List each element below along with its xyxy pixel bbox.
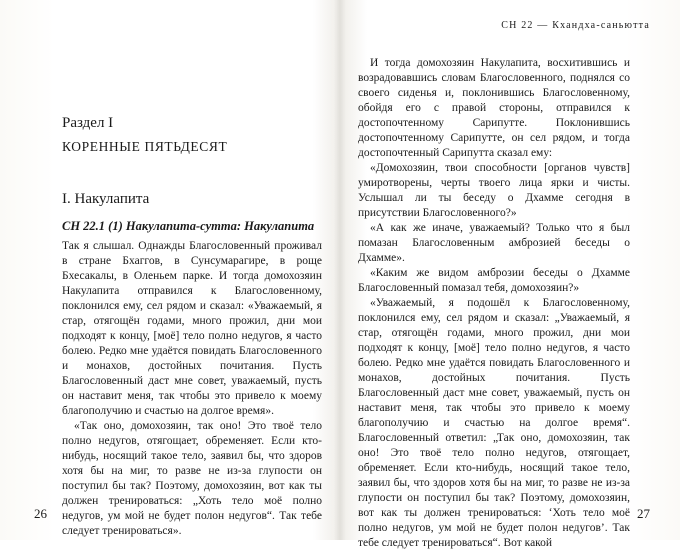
paragraph: Так я слышал. Однажды Благословенный проживал в стране Бхаггов, в Сунсумарагире, в роще Бхесакалы, в Оленьем парке. И тогда домохозяин Накулапита отправился к Благословенному, поклонился ему, сел рядом и сказал: «Уважаемый, я стар, отягощён годами, много прожил, дни мои подходят к концу, [моё] тело полно недугов, я часто болею. Редко мне удаётся повидать Благословенного и монахов, достойных почитания. Пусть Благословенный даст мне совет, уважаемый, пусть он наставит меня, так чтобы это привело к моему благополучию и счастью на долгое время». [62, 240, 322, 417]
paragraph: «Так оно, домохозяин, так оно! Это твоё тело полно недугов, отягощает, обременяет. Если кто-нибудь, носящий такое тело, заявил бы, что здоров хотя бы на миг, то разве не из-за глупости он поступил бы так? Поэтому, домохозяин, вот как ты должен тренироваться: „Хоть тело моё полно недугов, ум мой не будет полон недугов“. Так тебе следует тренироваться». [62, 420, 322, 537]
right-page [340, 0, 680, 549]
running-head: СН 22 — Кхандха-саньютта [501, 20, 650, 31]
paragraph: «Уважаемый, я подошёл к Благословенному, поклонился ему, сел рядом и сказал: „Уважаемый, я стар, отягощён годами, много прожил, дни мои подходят к концу, [моё] тело полно недугов, я часто болею. Редко мне удаётся повидать Благословенного и монахов, достойных почитания. Пусть Благословенный даст мне совет, уважаемый, пусть он наставит меня, так чтобы это привело к моему благополучию и счастью на долгое время“. Благословенный ответил: „Так оно, домохозяин, так оно! Это твоё тело полно недугов, отягощает, обременяет. Если кто-нибудь, носящий такое тело, заявил бы, что здоров хотя бы на миг, то разве не из-за глупости он поступил бы так? Поэтому, домохозяин, вот как ты должен тренироваться: ‘Хоть тело моё полно недугов, ум мой не будет полон недугов’. Так тебе следует тренироваться“. Вот какой [358, 297, 630, 549]
paragraph: И тогда домохозяин Накулапита, восхитившись и возрадовавшись словам Благословенного, поднялся со своего сиденья и, поклонившись Благословенному, обойдя его с правой стороны, отправился к достопочтенному Сарипутте. Поклонившись достопочтенному Сарипутте, он сел рядом, и тогда достопочтенный Сарипутта сказал ему: [358, 57, 630, 159]
left-page [0, 0, 340, 540]
part-title: Раздел I [62, 115, 114, 131]
chapter-title: I. Накулапита [62, 191, 150, 207]
part-subtitle: КОРЕННЫЕ ПЯТЬДЕСЯТ [62, 139, 228, 154]
left-body-text [62, 239, 322, 539]
page-number: 27 [637, 506, 650, 521]
page-number: 26 [34, 506, 47, 521]
right-body-text [358, 56, 630, 551]
sutta-heading: СН 22.1 (1) Накулапита-сутта: Накулапита [62, 219, 315, 233]
paragraph: «А как же иначе, уважаемый? Только что я был помазан Благословенным амброзией беседы о Дхамме». [358, 222, 630, 264]
paragraph: «Каким же видом амброзии беседы о Дхамме Благословенный помазал тебя, домохозяин?» [358, 267, 630, 294]
paragraph: «Домохозяин, твои способности [органов чувств] умиротворены, черты твоего лица ярки и чисты. Услышал ли ты беседу о Дхамме сегодня в присутствии Благословенного?» [358, 162, 630, 219]
